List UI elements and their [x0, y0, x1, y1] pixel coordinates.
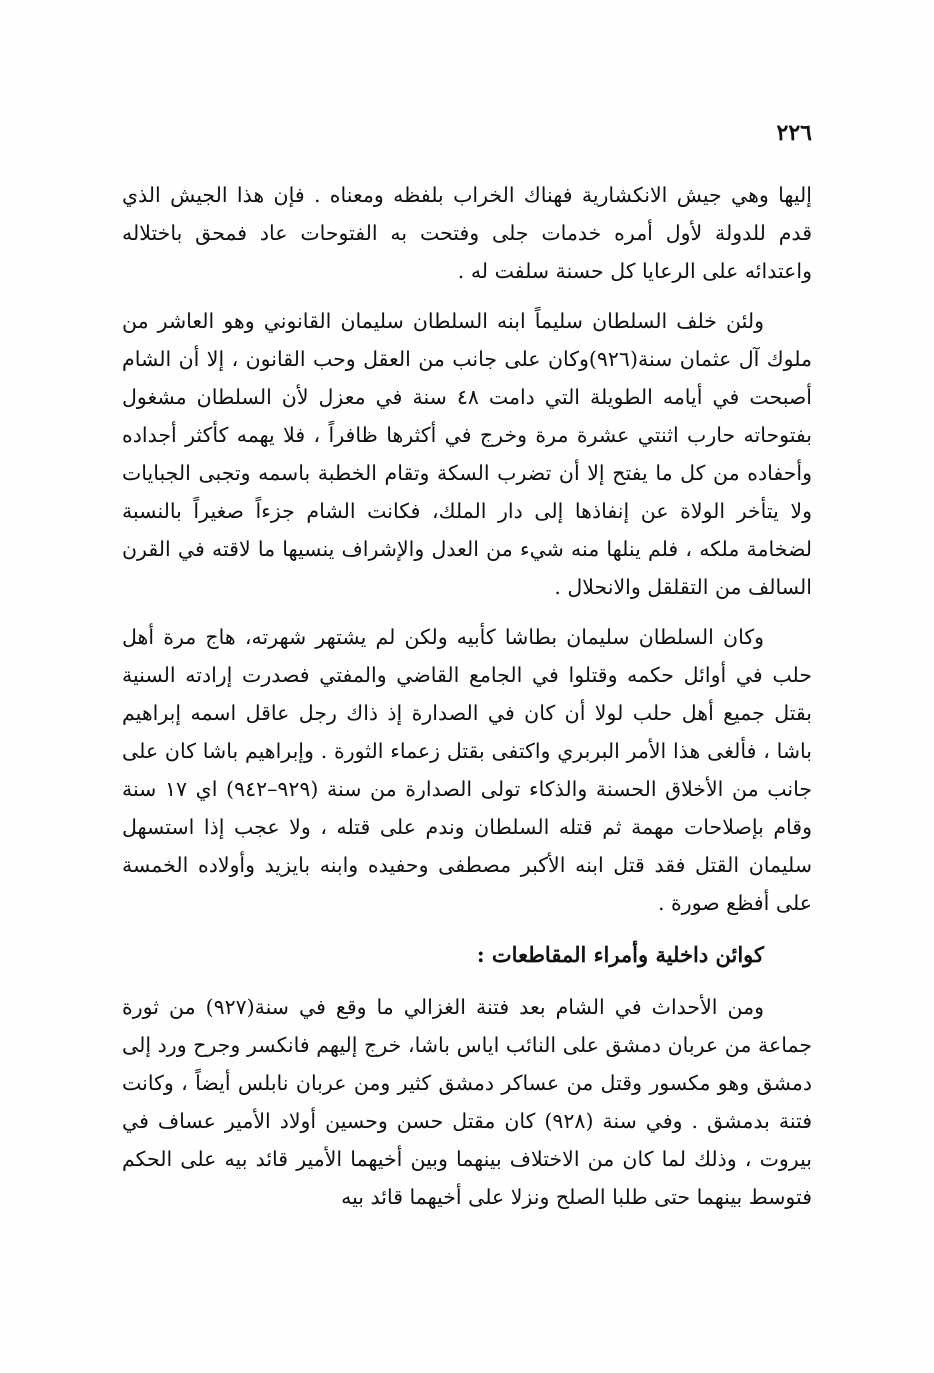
paragraph-3: وكان السلطان سليمان بطاشا كأبيه ولكن لم يشتهر شهرته، هاج مرة أهل حلب في أوائل حكمه وقتلوا في الجامع القاضي والمفتي فصدرت إرادته السنية بقتل جميع أهل حلب لولا أن كان في الصدارة إذ ذاك رجل عاقل اسمه إبراهيم باشا ، فألغى هذا الأمر البربري واكتفى بقتل زعماء الثورة . وإبراهيم باشا كان على جانب من الأخلاق الحسنة والذكاء تولى الصدارة من سنة (٩٢٩–٩٤٢) اي ١٧ سنة وقام بإصلاحات مهمة ثم قتله السلطان وندم على قتله ، ولا عجب إذا استسهل سليمان القتل فقد قتل ابنه الأكبر مصطفى وحفيده وابنه بايزيد وأولاده الخمسة على أفظع صورة . — [122, 625, 812, 915]
paragraph-2: ولئن خلف السلطان سليماً ابنه السلطان سليمان القانوني وهو العاشر من ملوك آل عثمان سنة(٩٢٦)وكان على جانب من العقل وحب القانون ، إلا أن الشام أصبحت في أيامه الطويلة التي دامت ٤٨ سنة في معزل لأن السلطان مشغول بفتوحاته حارب اثنتي عشرة مرة وخرج في أكثرها ظافراً ، فلا يهمه كأكثر أجداده وأحفاده من كل ما يفتح إلا أن تضرب السكة وتقام الخطبة باسمه وتجبى الجبايات ولا يتأخر الولاة عن إنفاذها إلى دار الملك، فكانت الشام جزءاً صغيراً بالنسبة لضخامة ملكه ، فلم ينلها منه شيء من العدل والإشراف ينسيها ما لاقته في القرن السالف من التقلقل والانحلال . — [122, 309, 812, 599]
paragraph-1: إليها وهي جيش الانكشارية فهناك الخراب بلفظه ومعناه . فإن هذا الجيش الذي قدم للدولة لأول أمره خدمات جلى وفتحت به الفتوحات عاد فمحق باختلاله واعتدائه على الرعايا كل حسنة سلفت له . — [122, 183, 812, 283]
section-paragraph-1: ومن الأحداث في الشام بعد فتنة الغزالي ما وقع في سنة(٩٢٧) من ثورة جماعة من عربان دمشق على النائب اياس باشا، خرج إليهم فانكسر وجرح ورد إلى دمشق وهو مكسور وقتل من عساكر دمشق كثير ومن عربان نابلس أيضاً ، وكانت فتنة بدمشق . وفي سنة (٩٢٨) كان مقتل حسن وحسين أولاد الأمير عساف في بيروت ، وذلك لما كان من الاختلاف بينهما وبين أخيهما الأمير قائد بيه على الحكم فتوسط بينهما حتى طلبا الصلح ونزلا على أخيهما قائد بيه — [122, 995, 812, 1209]
body-text — [122, 176, 812, 1216]
section-heading: كوائن داخلية وأمراء المقاطعات : — [476, 942, 764, 967]
page-number: ٢٢٦ — [776, 120, 812, 146]
